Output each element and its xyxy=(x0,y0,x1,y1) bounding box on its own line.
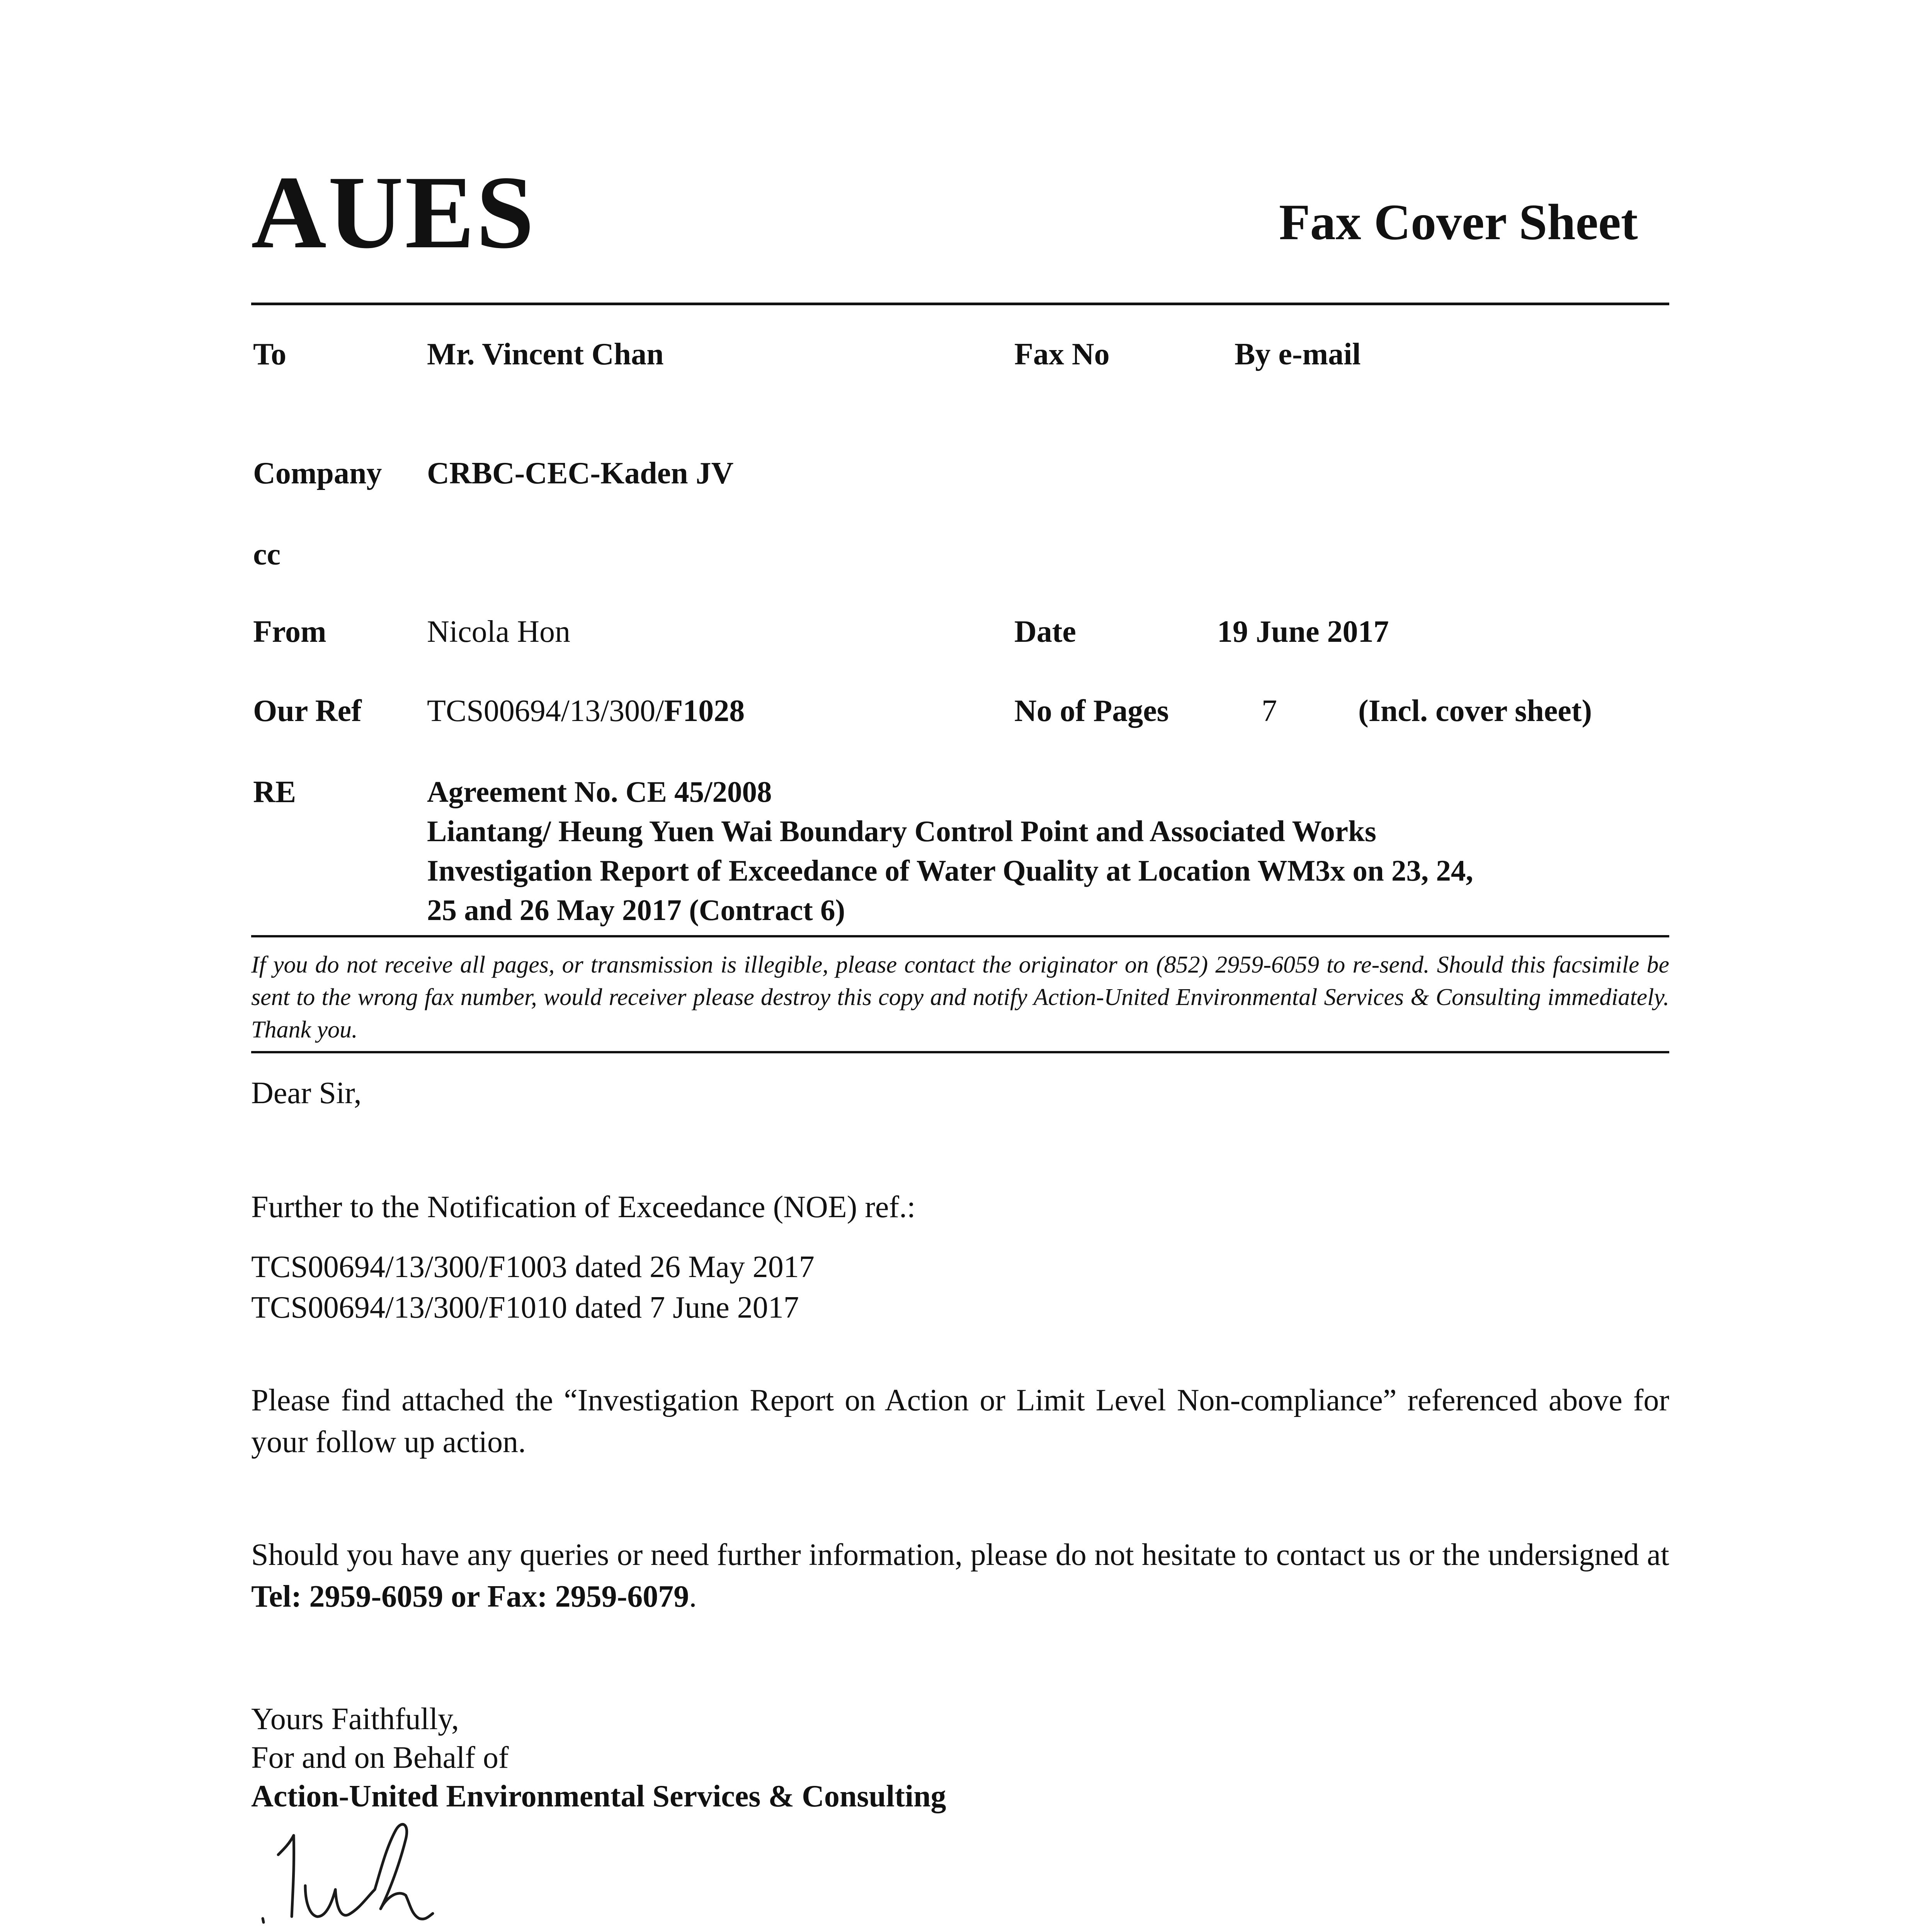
date-label: Date xyxy=(1014,615,1076,649)
re-divider xyxy=(251,935,1669,937)
re-line-4: 25 and 26 May 2017 (Contract 6) xyxy=(427,893,845,927)
contact-numbers: Tel: 2959-6059 or Fax: 2959-6079 xyxy=(251,1580,689,1614)
pages-label: No of Pages xyxy=(1014,694,1169,728)
date-value: 19 June 2017 xyxy=(1217,615,1389,649)
re-line-1: Agreement No. CE 45/2008 xyxy=(427,775,772,808)
re-line-2: Liantang/ Heung Yuen Wai Boundary Control Point and Associated Works xyxy=(427,815,1376,848)
our-ref-value xyxy=(427,694,745,729)
transmission-notice: If you do not receive all pages, or transmission is illegible, please contact the originator on (852) 2959-6059 to re-send. Should this facsimile be sent to the wrong fax number, would receiver please destroy this copy and notify Action-United Environmental Services & Consulting immediately. Thank you. xyxy=(251,952,1669,1043)
noe-ref-2: TCS00694/13/300/F1010 dated 7 June 2017 xyxy=(251,1291,799,1325)
re-label: RE xyxy=(253,775,296,809)
attachment-paragraph: Please find attached the “Investigation Report on Action or Limit Level Non-compliance” referenced above for your follow up action. xyxy=(251,1383,1669,1459)
noe-ref-1: TCS00694/13/300/F1003 dated 26 May 2017 xyxy=(251,1250,815,1284)
from-label: From xyxy=(253,615,327,649)
signing-company: Action-United Environmental Services & Consulting xyxy=(251,1779,946,1813)
fax-no-label: Fax No xyxy=(1014,337,1110,371)
header-divider xyxy=(251,303,1669,305)
from-value: Nicola Hon xyxy=(427,615,571,649)
to-label: To xyxy=(253,337,287,371)
company-label: Company xyxy=(253,456,382,490)
contact-paragraph xyxy=(251,1534,1669,1617)
salutation: Dear Sir, xyxy=(251,1076,362,1110)
signature xyxy=(247,1812,518,1932)
noe-intro: Further to the Notification of Exceedance (NOE) ref.: xyxy=(251,1190,916,1224)
our-ref-prefix: TCS00694/13/300/ xyxy=(427,694,664,728)
our-ref-label: Our Ref xyxy=(253,694,362,728)
to-value: Mr. Vincent Chan xyxy=(427,337,664,371)
contact-text: Should you have any queries or need further information, please do not hesitate to contact us or the undersigned at xyxy=(251,1538,1669,1572)
pages-value: 7 xyxy=(1262,694,1277,728)
re-line-3: Investigation Report of Exceedance of Water Quality at Location WM3x on 23, 24, xyxy=(427,854,1473,887)
closing: Yours Faithfully, xyxy=(251,1702,459,1736)
our-ref-number: F1028 xyxy=(664,694,745,728)
page-title: Fax Cover Sheet xyxy=(1279,194,1638,250)
pages-note: (Incl. cover sheet) xyxy=(1358,694,1592,728)
company-logo: AUES xyxy=(251,155,536,270)
contact-period: . xyxy=(689,1580,697,1614)
fax-no-value: By e-mail xyxy=(1235,337,1361,371)
company-value: CRBC-CEC-Kaden JV xyxy=(427,456,734,490)
notice-divider xyxy=(251,1051,1669,1053)
on-behalf: For and on Behalf of xyxy=(251,1741,509,1775)
cc-label: cc xyxy=(253,537,281,571)
